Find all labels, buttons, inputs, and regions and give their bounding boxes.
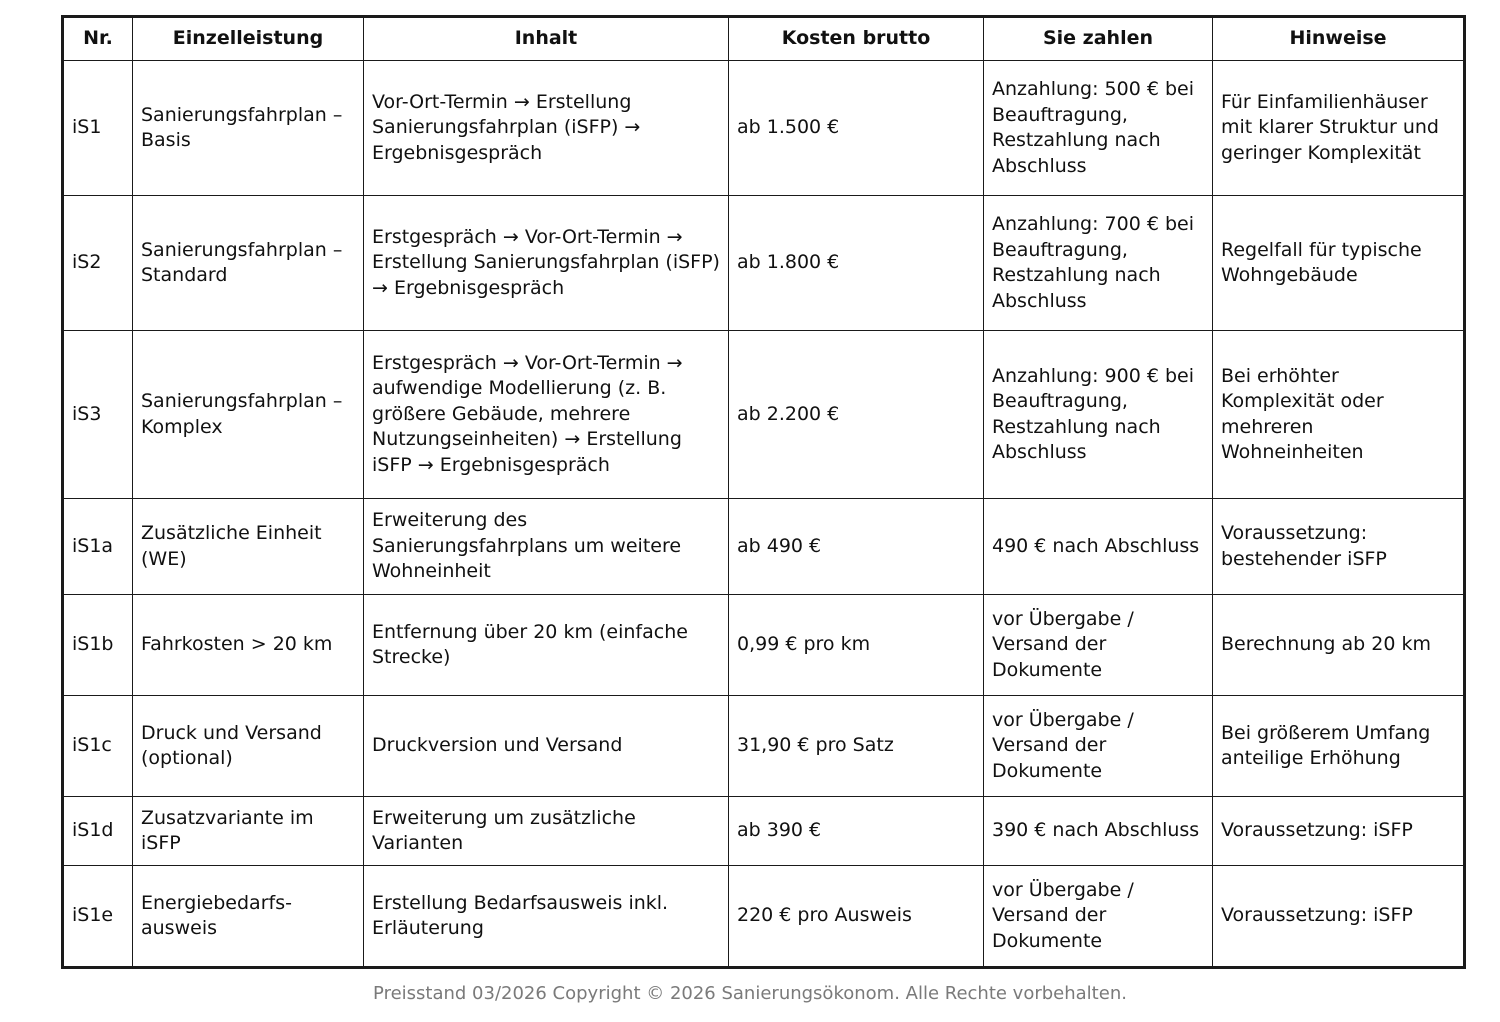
cell-kosten: ab 390 €	[729, 797, 984, 866]
cell-leistung: Druck und Versand (optional)	[133, 696, 364, 797]
cell-inhalt: Erweiterung um zusätzliche Varianten	[364, 797, 729, 866]
cell-inhalt: Erstgespräch → Vor-Ort-Termin → Erstellung Sanierungsfahrplan (iSFP) → Ergebnisgespräch	[364, 196, 729, 331]
cell-inhalt: Vor-Ort-Termin → Erstellung Sanierungsfahrplan (iSFP) → Ergebnisgespräch	[364, 61, 729, 196]
table-row	[63, 696, 1465, 797]
cell-inhalt: Erweiterung des Sanierungsfahrplans um weitere Wohneinheit	[364, 499, 729, 595]
cell-zahlen: vor Übergabe / Versand der Dokumente	[984, 595, 1213, 696]
cell-zahlen: vor Übergabe / Versand der Dokumente	[984, 696, 1213, 797]
table-row	[63, 797, 1465, 866]
cell-nr: iS1e	[63, 866, 133, 968]
cell-kosten: ab 2.200 €	[729, 331, 984, 499]
cell-inhalt: Erstellung Bedarfsausweis inkl. Erläuterung	[364, 866, 729, 968]
cell-zahlen: 390 € nach Abschluss	[984, 797, 1213, 866]
cell-leistung: Sanierungsfahrplan – Basis	[133, 61, 364, 196]
table-row	[63, 595, 1465, 696]
cell-kosten: 31,90 € pro Satz	[729, 696, 984, 797]
cell-nr: iS2	[63, 196, 133, 331]
table-header-row	[63, 17, 1465, 61]
price-table	[61, 15, 1466, 969]
table-row	[63, 196, 1465, 331]
cell-nr: iS1	[63, 61, 133, 196]
copyright-footer: Preisstand 03/2026 Copyright © 2026 Sanierungsökonom. Alle Rechte vorbehalten.	[373, 983, 1127, 1004]
cell-nr: iS1a	[63, 499, 133, 595]
cell-leistung: Fahrkosten > 20 km	[133, 595, 364, 696]
table-row	[63, 331, 1465, 499]
cell-hinweise: Regelfall für typische Wohngebäude	[1213, 196, 1465, 331]
header-kosten-brutto: Kosten brutto	[729, 17, 984, 61]
cell-inhalt: Entfernung über 20 km (einfache Strecke)	[364, 595, 729, 696]
table-row	[63, 61, 1465, 196]
cell-zahlen: Anzahlung: 500 € bei Beauftragung, Restzahlung nach Abschluss	[984, 61, 1213, 196]
cell-hinweise: Voraussetzung: bestehender iSFP	[1213, 499, 1465, 595]
header-sie-zahlen: Sie zahlen	[984, 17, 1213, 61]
cell-nr: iS1c	[63, 696, 133, 797]
header-inhalt: Inhalt	[364, 17, 729, 61]
cell-leistung: Sanierungsfahrplan – Komplex	[133, 331, 364, 499]
price-table-container	[61, 15, 1463, 969]
header-nr: Nr.	[63, 17, 133, 61]
cell-nr: iS1d	[63, 797, 133, 866]
cell-leistung: Energiebedarfs-ausweis	[133, 866, 364, 968]
cell-nr: iS1b	[63, 595, 133, 696]
cell-hinweise: Für Einfamilienhäuser mit klarer Struktur und geringer Komplexität	[1213, 61, 1465, 196]
cell-kosten: 220 € pro Ausweis	[729, 866, 984, 968]
cell-zahlen: Anzahlung: 700 € bei Beauftragung, Restzahlung nach Abschluss	[984, 196, 1213, 331]
cell-kosten: ab 490 €	[729, 499, 984, 595]
cell-zahlen: 490 € nach Abschluss	[984, 499, 1213, 595]
cell-leistung: Zusatzvariante im iSFP	[133, 797, 364, 866]
cell-leistung: Zusätzliche Einheit (WE)	[133, 499, 364, 595]
table-row	[63, 866, 1465, 968]
header-einzelleistung: Einzelleistung	[133, 17, 364, 61]
cell-hinweise: Voraussetzung: iSFP	[1213, 866, 1465, 968]
cell-zahlen: Anzahlung: 900 € bei Beauftragung, Restzahlung nach Abschluss	[984, 331, 1213, 499]
cell-hinweise: Berechnung ab 20 km	[1213, 595, 1465, 696]
cell-inhalt: Druckversion und Versand	[364, 696, 729, 797]
cell-nr: iS3	[63, 331, 133, 499]
table-row	[63, 499, 1465, 595]
cell-zahlen: vor Übergabe / Versand der Dokumente	[984, 866, 1213, 968]
cell-kosten: ab 1.800 €	[729, 196, 984, 331]
cell-hinweise: Bei größerem Umfang anteilige Erhöhung	[1213, 696, 1465, 797]
header-hinweise: Hinweise	[1213, 17, 1465, 61]
cell-hinweise: Bei erhöhter Komplexität oder mehreren Wohneinheiten	[1213, 331, 1465, 499]
cell-kosten: ab 1.500 €	[729, 61, 984, 196]
cell-inhalt: Erstgespräch → Vor-Ort-Termin → aufwendige Modellierung (z. B. größere Gebäude, mehrere Nutzungseinheiten) → Erstellung iSFP → Ergebnisgespräch	[364, 331, 729, 499]
cell-hinweise: Voraussetzung: iSFP	[1213, 797, 1465, 866]
cell-kosten: 0,99 € pro km	[729, 595, 984, 696]
cell-leistung: Sanierungsfahrplan – Standard	[133, 196, 364, 331]
